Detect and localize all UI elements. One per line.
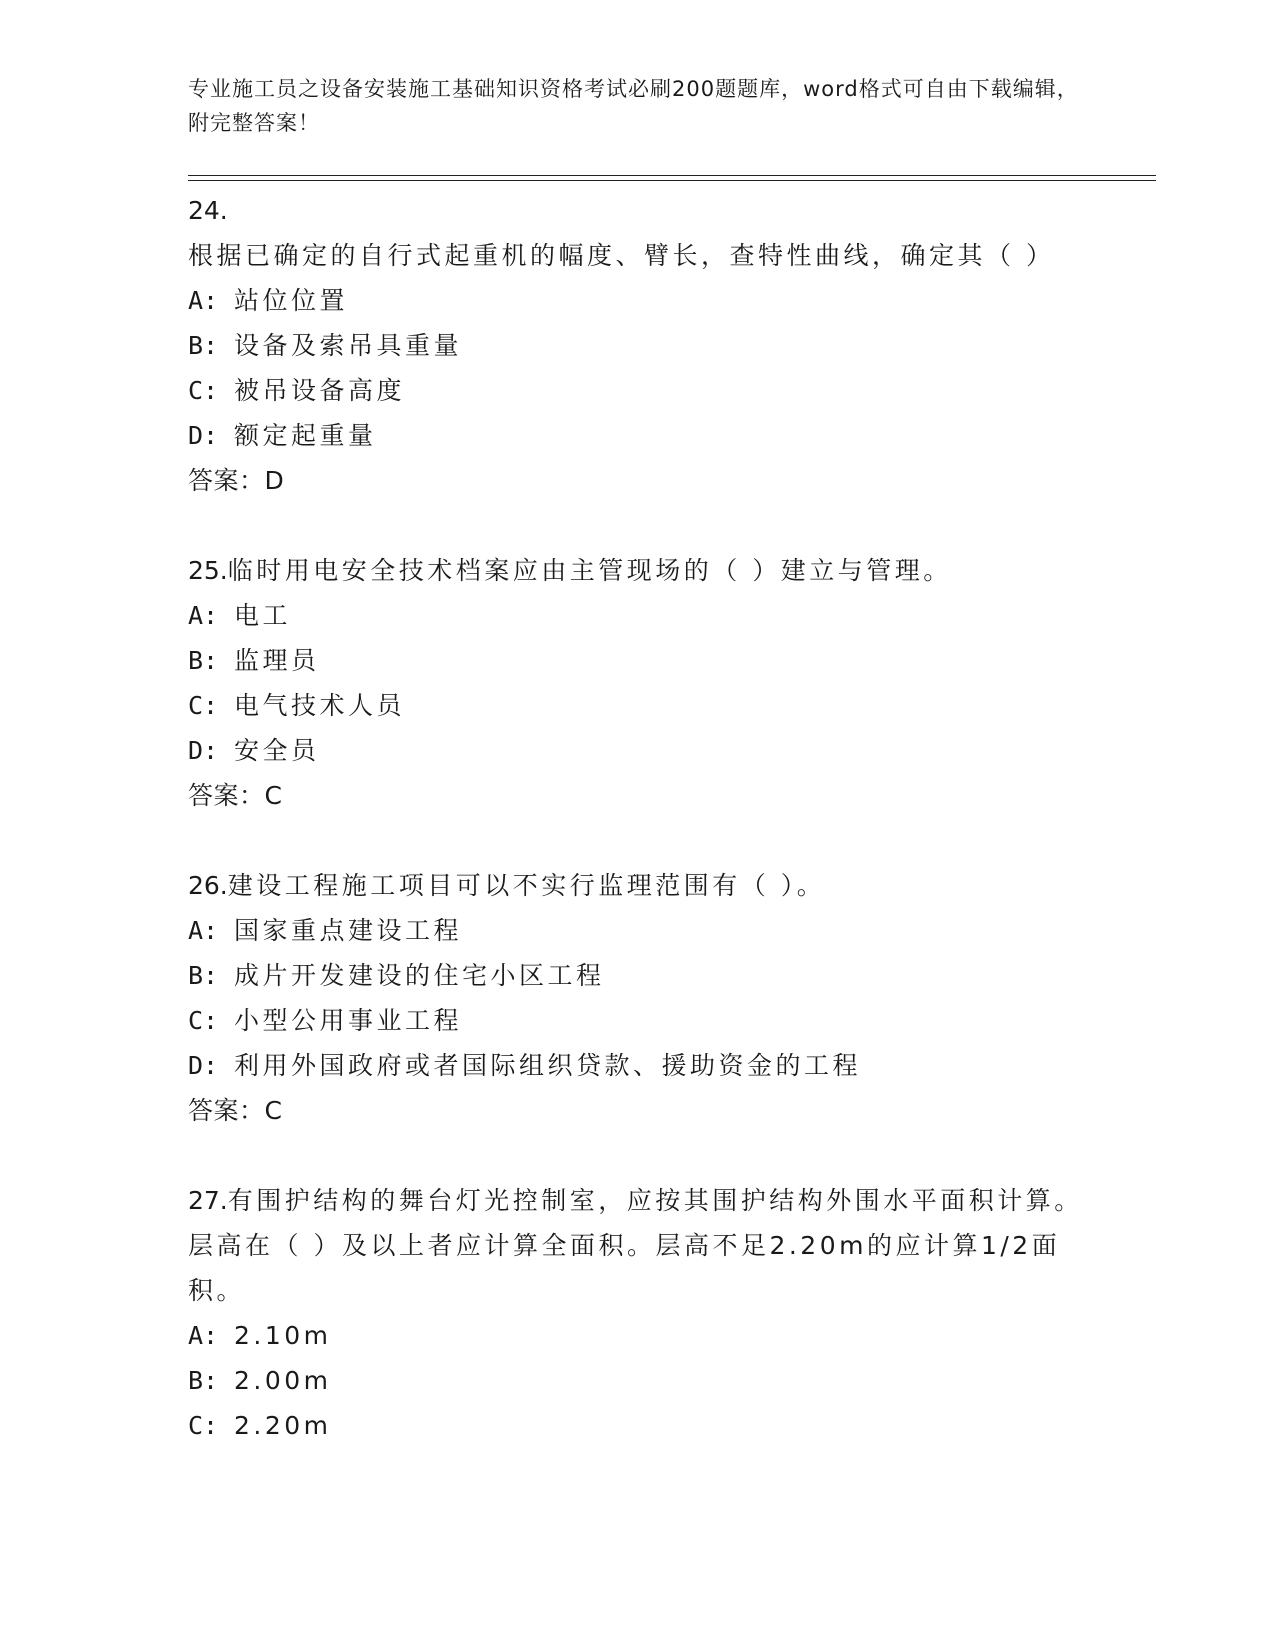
- option-label: D:: [188, 1051, 219, 1080]
- option-label: C:: [188, 1006, 219, 1035]
- option-d: [188, 728, 1088, 773]
- question-text: 建设工程施工项目可以不实行监理范围有（ ）。: [227, 871, 826, 900]
- option-text: 2.00m: [234, 1366, 332, 1395]
- option-text: 小型公用事业工程: [234, 1006, 463, 1035]
- option-label: A:: [188, 916, 219, 945]
- question-27: [188, 1178, 1088, 1448]
- option-a: [188, 908, 1088, 953]
- option-text: 设备及索吊具重量: [234, 331, 463, 360]
- option-text: 2.20m: [234, 1411, 332, 1440]
- option-label: B:: [188, 646, 219, 675]
- question-number: 26.: [188, 871, 228, 900]
- option-d: [188, 1043, 1088, 1088]
- option-c: [188, 998, 1088, 1043]
- option-c: [188, 368, 1088, 413]
- question-25: [188, 548, 1088, 818]
- option-label: B:: [188, 961, 219, 990]
- option-text: 被吊设备高度: [234, 376, 406, 405]
- question-text: 根据已确定的自行式起重机的幅度、臂长，查特性曲线，确定其（ ）: [188, 241, 1055, 270]
- option-text: 成片开发建设的住宅小区工程: [234, 961, 605, 990]
- option-a: [188, 278, 1088, 323]
- question-26: [188, 863, 1088, 1133]
- option-label: D:: [188, 736, 219, 765]
- question-stem: [188, 548, 1088, 593]
- option-text: 国家重点建设工程: [234, 916, 463, 945]
- option-a: [188, 593, 1088, 638]
- question-number: 25.: [188, 556, 228, 585]
- header-divider-top: [188, 175, 1156, 176]
- option-label: B:: [188, 331, 219, 360]
- option-b: [188, 953, 1088, 998]
- option-label: A:: [188, 286, 219, 315]
- question-stem: [188, 188, 1088, 278]
- option-text: 监理员: [234, 646, 320, 675]
- question-24: [188, 188, 1088, 503]
- option-label: B:: [188, 1366, 219, 1395]
- answer-line: 答案：D: [188, 466, 285, 495]
- question-stem: [188, 863, 1088, 908]
- option-text: 安全员: [234, 736, 320, 765]
- answer-line: 答案：C: [188, 1096, 283, 1125]
- option-c: [188, 683, 1088, 728]
- header-divider-bottom: [188, 180, 1156, 181]
- option-label: C:: [188, 1411, 219, 1440]
- option-text: 利用外国政府或者国际组织贷款、援助资金的工程: [234, 1051, 862, 1080]
- document-header: 专业施工员之设备安装施工基础知识资格考试必刷200题题库，word格式可自由下载编辑，附完整答案！: [188, 77, 1079, 135]
- question-stem: [188, 1178, 1088, 1313]
- option-text: 站位位置: [234, 286, 349, 315]
- option-label: A:: [188, 1321, 219, 1350]
- question-list: [188, 188, 1088, 1493]
- option-c: [188, 1403, 1088, 1448]
- question-number: 27.: [188, 1186, 228, 1215]
- option-text: 2.10m: [234, 1321, 332, 1350]
- option-a: [188, 1313, 1088, 1358]
- option-b: [188, 323, 1088, 368]
- option-label: D:: [188, 421, 219, 450]
- question-text: 临时用电安全技术档案应由主管现场的（ ）建立与管理。: [227, 556, 952, 585]
- option-text: 额定起重量: [234, 421, 377, 450]
- option-label: A:: [188, 601, 219, 630]
- option-b: [188, 638, 1088, 683]
- question-number: 24.: [188, 196, 228, 225]
- option-text: 电工: [234, 601, 292, 630]
- option-d: [188, 413, 1088, 458]
- option-label: C:: [188, 376, 219, 405]
- answer-line: 答案：C: [188, 781, 283, 810]
- option-label: C:: [188, 691, 219, 720]
- option-text: 电气技术人员: [234, 691, 406, 720]
- question-text: 有围护结构的舞台灯光控制室，应按其围护结构外围水平面积计算。层高在（ ）及以上者应计算全面积。层高不足2.20m的应计算1/2面积。: [188, 1186, 1083, 1305]
- option-b: [188, 1358, 1088, 1403]
